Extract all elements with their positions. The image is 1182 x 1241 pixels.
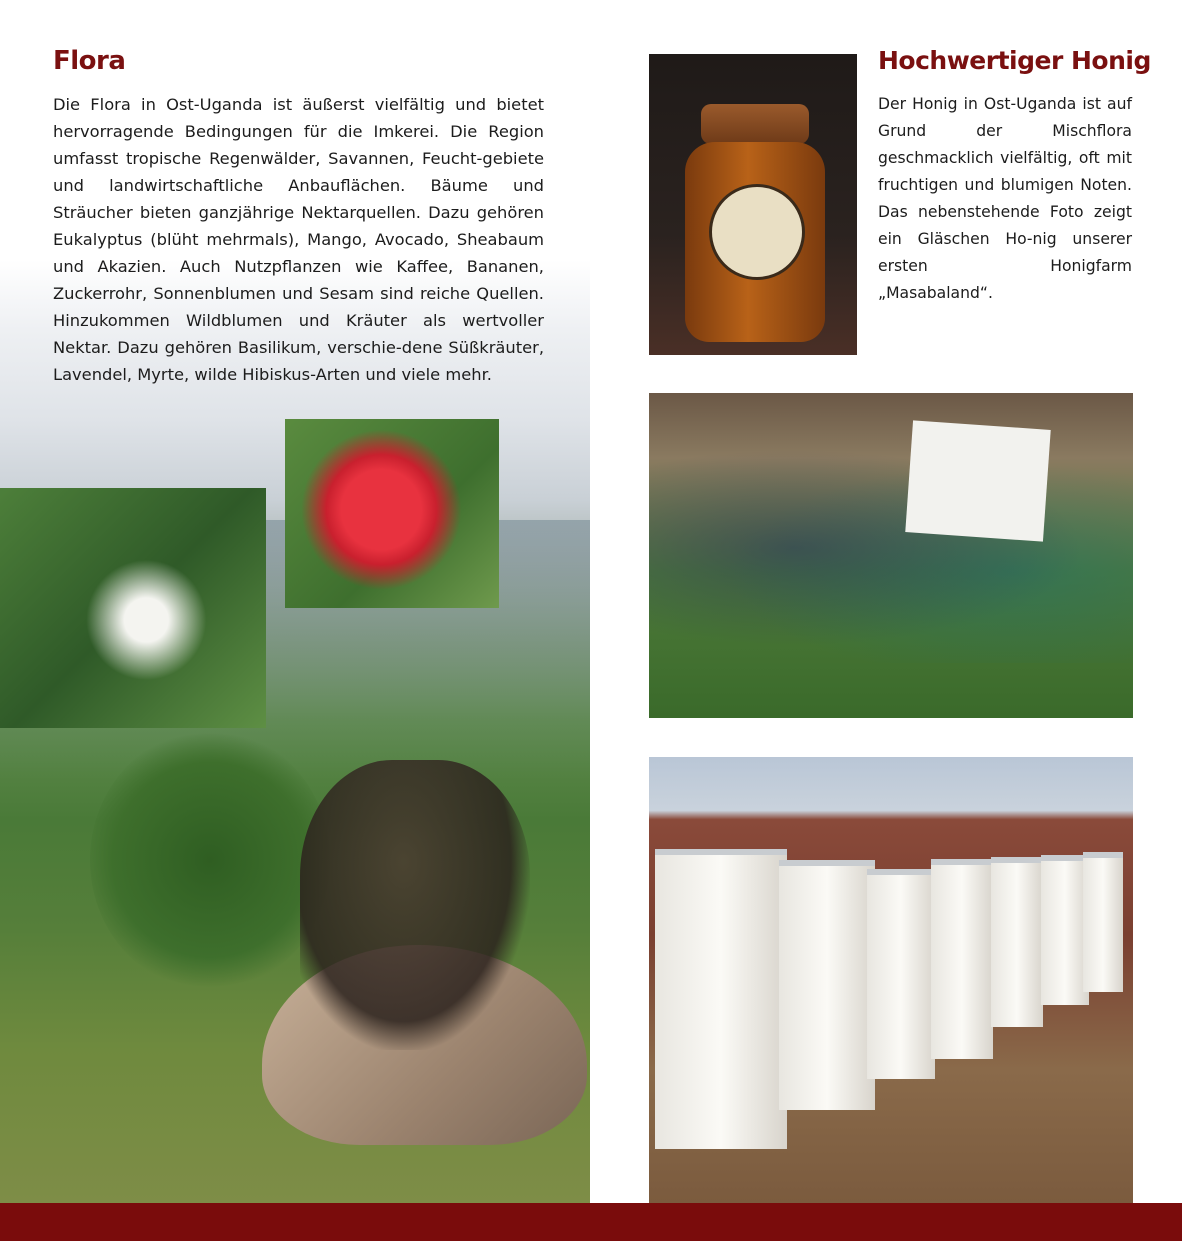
honig-body-text: Der Honig in Ost-Uganda ist auf Grund der Mischflora geschmacklich vielfältig, oft mit fruchtigen und blumigen Noten. Das nebenstehende Foto zeigt ein Gläschen Ho-nig unserer ersten Honigfarm „Masabaland“. (878, 95, 1132, 302)
flora-body-text: Die Flora in Ost-Uganda ist äußerst vielfältig und bietet hervorragende Bedingungen für die Imkerei. Die Region umfasst tropische Regenwälder, Savannen, Feucht-gebiete und landwirtschaftliche Anbauflächen. Bäume und Sträucher bieten ganzjährige Nektarquellen. Dazu gehören Eukalyptus (blüht mehrmals), Mango, Avocado, Sheabaum und Akazien. Auch Nutzpflanzen wie Kaffee, Bananen, Zuckerrohr, Sonnenblumen und Sesam sind reiche Quellen. Hinzukommen Wildblumen und Kräuter als wertvoller Nektar. Dazu gehören Basilikum, verschie-dene Süßkräuter, Lavendel, Myrte, wilde Hibiskus-Arten und viele mehr. (53, 95, 544, 384)
hive-stack (1083, 852, 1123, 992)
hive-stack (655, 849, 787, 1149)
hibiscus-photo (285, 419, 499, 608)
beehives-photo (649, 757, 1133, 1203)
people-area (649, 433, 1133, 663)
coffee-blossom-photo (0, 488, 266, 728)
honey-farm-group-photo (649, 393, 1133, 718)
jar-lid (701, 104, 809, 144)
hive-stack (931, 859, 993, 1059)
hive-stack (1041, 855, 1089, 1005)
farm-sign (905, 420, 1050, 541)
bottom-bar (0, 1203, 1182, 1241)
children-area (300, 760, 530, 1050)
honey-jar-photo (649, 54, 857, 355)
hive-stack (991, 857, 1043, 1027)
honig-heading: Hochwertiger Honig (878, 46, 1151, 75)
hive-stack (867, 869, 935, 1079)
flora-heading: Flora (53, 46, 126, 76)
tree-area (90, 730, 330, 990)
jar-label (709, 184, 805, 280)
hive-stack (779, 860, 875, 1110)
